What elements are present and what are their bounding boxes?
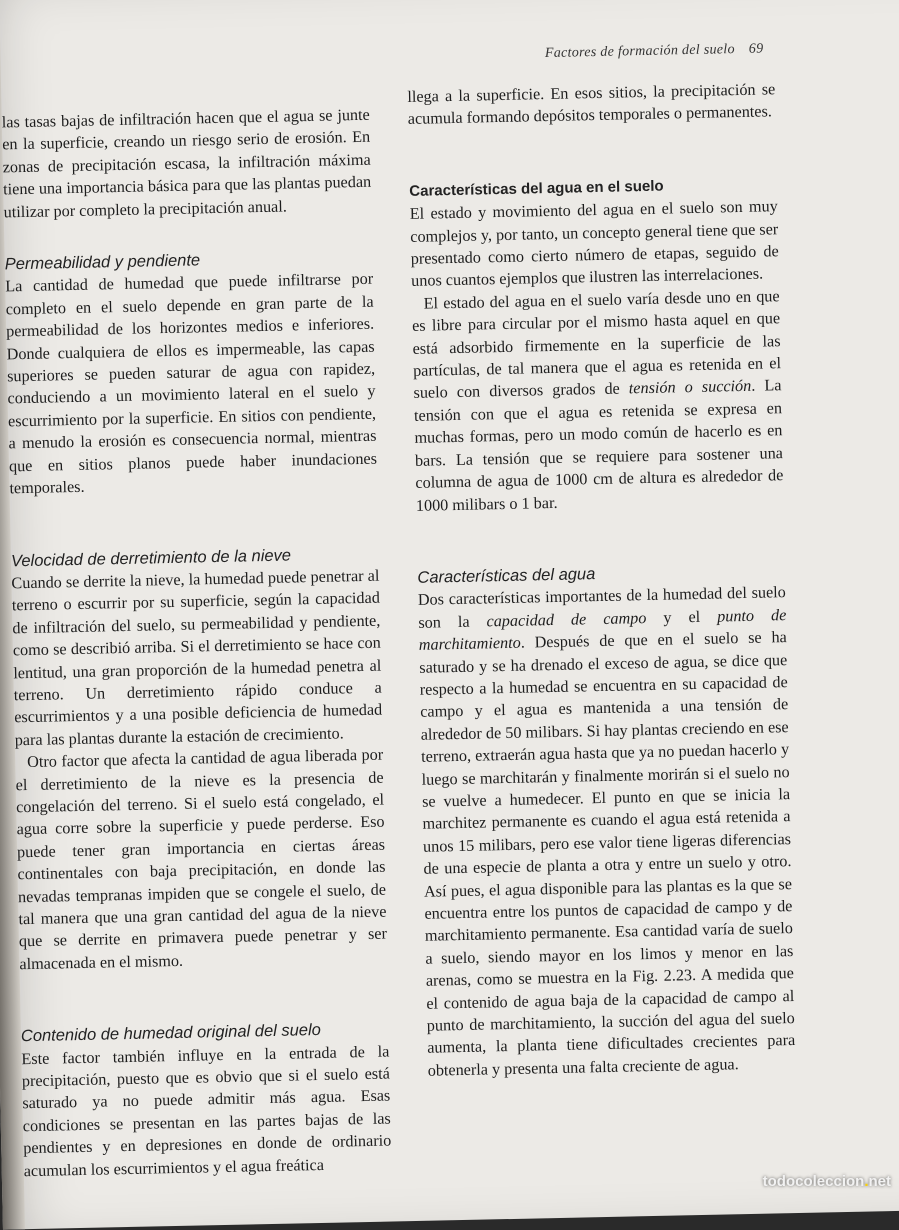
emphasis: tensión o succión [628, 377, 752, 398]
header-title: Factores de formación del suelo [544, 42, 735, 62]
paragraph: Cuando se derrite la nieve, la humedad puede penetrar al terreno o escurrir por su superficie, según la capacidad de infiltración del suelo, su permeabilidad y pendiente, como se describió arriba. Si el derretimiento se hace con lentitud, una gran proporción de la humedad penetra al terreno. Un derretimiento rápido conduce a escurrimientos y a una posible deficiencia de humedad para las plantas durante la estación de crecimiento. [11, 566, 383, 750]
emphasis: punto de marchitamiento [418, 605, 787, 654]
section-heading: Características del agua [417, 565, 596, 587]
section-heading: Características del agua en el suelo [409, 177, 664, 200]
paragraph [418, 581, 796, 1082]
paragraph: La cantidad de humedad que puede infiltrarse por completo en el suelo depende en gran parte de la permeabilidad de los horizontes medios e inferiores. Donde cualquiera de ellos es impermeable, las capas superiores se pueden saturar de agua con rapidez, conduciendo a un movimiento lateral en el suelo y escurrimiento por la superficie. En sitios con pendiente, a menudo la erosión es consecuencia normal, mientras que en sitios planos puede haber inundaciones temporales. [5, 270, 378, 498]
paragraph: las tasas bajas de infiltración hacen que el agua se junte en la superficie, creando un riesgo serio de erosión. En zonas de precipitación escasa, la infiltración máxima tiene una importancia básica para que las plantas puedan utilizar por completo la precipitación anual. [1, 105, 372, 222]
text-run: El estado del agua en el suelo varía desde uno en que es libre para circular por el mismo hasta aquel en que está adsorbido firmemente en la superficie de las partículas, de tal manera que el agua es retenida en el suelo con diversos grados de [411, 287, 782, 403]
right-column [407, 78, 796, 1082]
text-run: Dos características importantes de la humedad del suelo son la [417, 583, 786, 632]
section-heading: Permeabilidad y pendiente [4, 251, 201, 274]
paragraph: Otro factor que afecta la cantidad de agua liberada por el derretimiento de la nieve es la presencia de congelación del terreno. Si el suelo está congelado, el agua corre sobre la superficie y puede perderse. Eso puede tener gran importancia en ciertas áreas continentales con baja precipitación, en donde las nevadas tempranas impiden que se congele el suelo, de tal manera que una gran cantidad del agua de la nieve que se derrite en primavera puede penetrar y ser almacenada en el mismo. [15, 745, 388, 974]
paragraph [411, 285, 784, 517]
paragraph: llega a la superficie. En esos sitios, la precipitación se acumula formando depósitos temporales o permanentes. [407, 80, 776, 129]
text-run: . Después de que en el suelo se ha saturado y se ha drenado el exceso de agua, se dice que respecto a la humedad se encuentra en su capacidad de campo y el agua es mantenida a una tensión de alrededor de 50 milibars. Si hay plantas creciendo en ese terreno, extraerán agua hasta que ya no puedan hacerlo y luego se marchitarán y finalmente morirán si el suelo no se vuelve a humedecer. El punto en que se inicia la marchitez permanente es cuando el agua está retenida a unos 15 milibars, pero ese valor tiene ligeras diferencias de una especie de planta a otra y entre un suelo y otro. Así pues, el agua disponible para las plantas es la que se encuentra entre los puntos de capacidad de campo y de marchitamiento permanente. Esa cantidad varía de suelo a suelo, siendo mayor en los limos y menor en las arenas, como se muestra en la Fig. 2.23. A medida que el contenido de agua baja de la capacidad de campo al punto de marchitamiento, la succión del agua del suelo aumenta, la planta tiene dificultades crecientes para obtenerla y presenta una falta creciente de agua. [419, 628, 796, 1080]
paragraph: Este factor también influye en la entrada de la precipitación, puesto que es obvio que si el suelo está saturado ya no puede admitir más agua. Esas condiciones se presentan en las partes bajas de las pendientes y en depresiones en donde de ordinario acumulan los escurrimientos y el agua freática [21, 1042, 392, 1180]
paragraph: El estado y movimiento del agua en el suelo son muy complejos y, por tanto, un concepto general tiene que ser presentado como cierto número de etapas, seguido de unos cuantos ejemplos que ilustren las interrelaciones. [409, 197, 779, 291]
page-number: 69 [748, 41, 764, 57]
text-run: y el [646, 607, 718, 627]
section-heading: Velocidad de derretimiento de la nieve [10, 545, 292, 570]
running-header [545, 41, 764, 62]
emphasis: capacidad de campo [486, 608, 647, 631]
text-run: . La tensión con que el agua es retenida se expresa en muchas formas, pero un modo común de hacerlo es en bars. La tensión que se requiere para sostener una columna de agua de 1000 cm de altura es alrededor de 1000 milibars o 1 bar. [413, 376, 784, 515]
section-heading: Contenido de humedad original del suelo [20, 1021, 322, 1046]
left-column [2, 104, 392, 1183]
site-watermark: todocoleccion.net [762, 1173, 891, 1190]
